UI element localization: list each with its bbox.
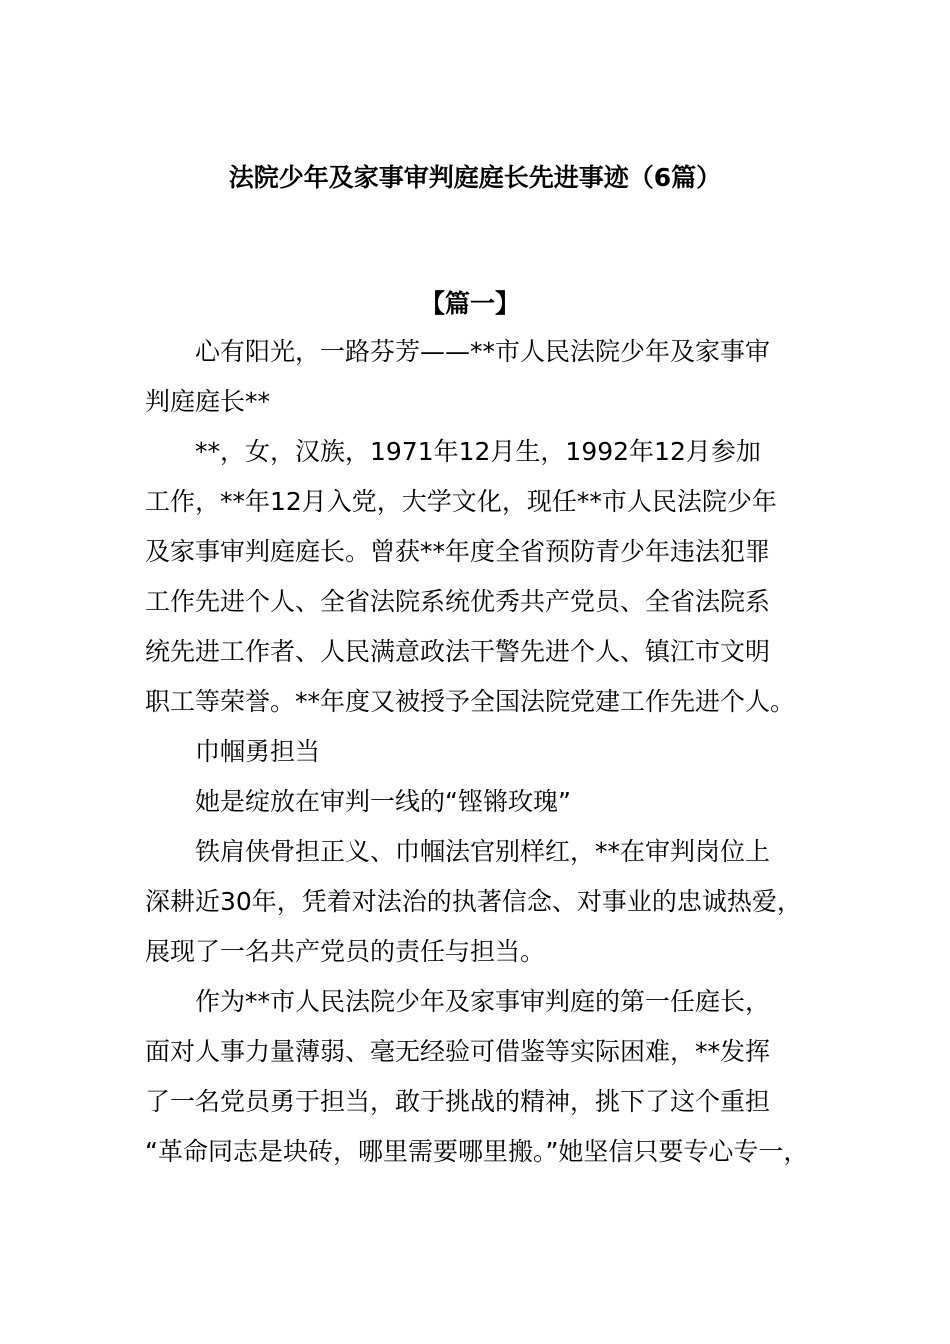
paragraph-line: 工作先进个人、全省法院系统优秀共产党员、全省法院系 [145, 587, 771, 616]
document-title: 法院少年及家事审判庭庭长先进事迹（6篇） [228, 163, 722, 192]
paragraph-line: 心有阳光，一路芬芳——**市人民法院少年及家事审 [195, 337, 771, 366]
paragraph-line: 作为**市人民法院少年及家事审判庭的第一任庭长， [195, 987, 771, 1016]
paragraph-line: 及家事审判庭庭长。曾获**年度全省预防青少年违法犯罪 [145, 537, 771, 566]
paragraph-line: 铁肩侠骨担正义、巾帼法官别样红，**在审判岗位上 [195, 837, 771, 866]
paragraph-line: 了一名党员勇于担当，敢于挑战的精神，挑下了这个重担 [145, 1087, 771, 1116]
paragraph-line: 工作，**年12月入党，大学文化，现任**市人民法院少年 [145, 487, 777, 516]
paragraph-line: **，女，汉族，1971年12月生，1992年12月参加 [195, 437, 761, 466]
paragraph-line: 判庭庭长** [145, 387, 271, 416]
paragraph-line: 深耕近30年，凭着对法治的执著信念、对事业的忠诚热爱， [145, 887, 802, 916]
paragraph-line: 展现了一名共产党员的责任与担当。 [145, 937, 546, 966]
paragraph-line: 统先进工作者、人民满意政法干警先进个人、镇江市文明 [145, 637, 771, 666]
subheading-line: 巾帼勇担当 [195, 737, 321, 766]
subheading-line: 她是绽放在审判一线的“铿锵玫瑰” [195, 787, 571, 816]
paragraph-line: 面对人事力量薄弱、毫无经验可借鉴等实际困难，**发挥 [145, 1037, 771, 1066]
paragraph-line: 职工等荣誉。**年度又被授予全国法院党建工作先进个人。 [145, 687, 796, 716]
paragraph-line: “革命同志是块砖，哪里需要哪里搬。”她坚信只要专心专一， [145, 1137, 809, 1166]
section-title: 【篇一】 [419, 289, 520, 318]
